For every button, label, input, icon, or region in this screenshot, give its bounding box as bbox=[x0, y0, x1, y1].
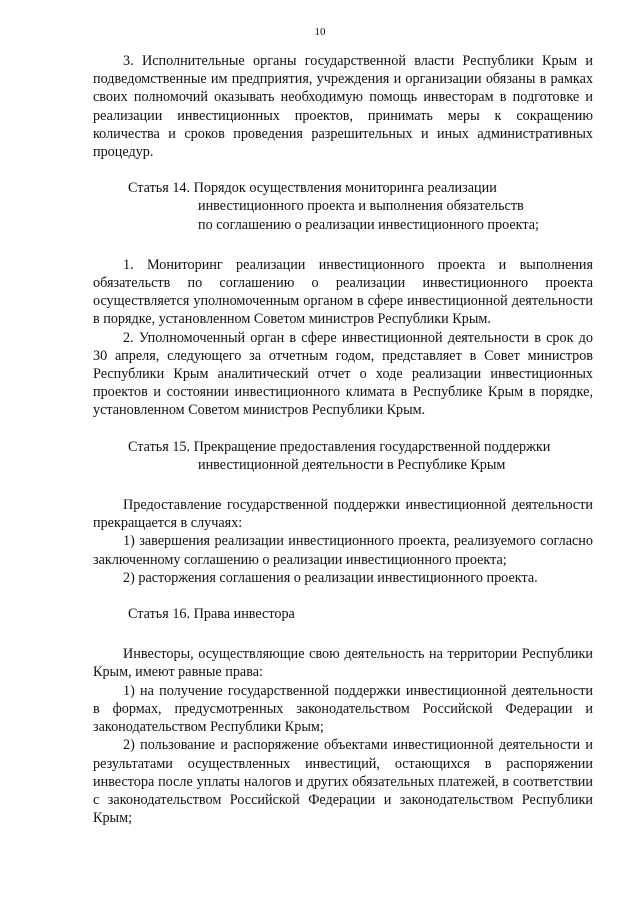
heading-line: Статья 14. Порядок осуществления мониторинга реализации bbox=[128, 180, 497, 197]
page-number: 10 bbox=[314, 26, 326, 38]
heading-line: инвестиционной деятельности в Республике Крым bbox=[198, 456, 506, 473]
heading-line: Статья 15. Прекращение предоставления государственной поддержки bbox=[128, 438, 551, 455]
list-item-article15-2: 2) расторжения соглашения о реализации инвестиционного проекта. bbox=[123, 569, 538, 586]
article-15-heading bbox=[93, 438, 593, 474]
heading-line: инвестиционного проекта и выполнения обязательств bbox=[198, 198, 524, 215]
paragraph-article13-item3: 3. Исполнительные органы государственной власти Республики Крым и подведомственные им предприятия, учреждения и организации обязаны в рамках своих полномочий оказывать необходимую помощь инвесторам в подготовке и реализации инвестиционных проектов, принимать меры к сокращению количества и сроков проведения разрешительных и иных административных процедур. bbox=[93, 53, 593, 161]
list-item-article16-1: 1) на получение государственной поддержки инвестиционной деятельности в формах, предусмотренных законодательством Российской Федерации и законодательством Республики Крым; bbox=[93, 682, 593, 736]
heading-line: Статья 16. Права инвестора bbox=[128, 606, 295, 623]
paragraph-article15-intro: Предоставление государственной поддержки инвестиционной деятельности прекращается в случаях: bbox=[93, 497, 593, 532]
paragraph-article14-item2: 2. Уполномоченный орган в сфере инвестиционной деятельности в срок до 30 апреля, следующего за отчетным годом, представляет в Совет министров Республики Крым аналитический отчет о ходе реализации инвестиционных проектов и состоянии инвестиционного климата в Республике Крым в порядке, установленном Советом министров Республики Крым. bbox=[93, 329, 593, 419]
article-16-heading bbox=[93, 605, 593, 623]
list-item-article15-1: 1) завершения реализации инвестиционного проекта, реализуемого согласно заключенному соглашению о реализации инвестиционного проекта; bbox=[93, 533, 593, 568]
document-body bbox=[93, 52, 593, 827]
heading-line: по соглашению о реализации инвестиционного проекта; bbox=[198, 216, 539, 233]
paragraph-article14-item1: 1. Мониторинг реализации инвестиционного проекта и выполнения обязательств по соглашению о реализации инвестиционного проекта осуществляется уполномоченным органом в сфере инвестиционной деятельности в порядке, установленном Советом министров Республики Крым. bbox=[93, 256, 593, 328]
list-item-article16-2: 2) пользование и распоряжение объектами инвестиционной деятельности и результатами осуществленных инвестиций, остающихся в распоряжении инвестора после уплаты налогов и других обязательных платежей, в соответствии с законодательством Российской Федерации и законодательством Республики Крым; bbox=[93, 737, 593, 827]
paragraph-article16-intro: Инвесторы, осуществляющие свою деятельность на территории Республики Крым, имеют равные права: bbox=[93, 646, 593, 681]
article-14-heading bbox=[93, 179, 593, 234]
